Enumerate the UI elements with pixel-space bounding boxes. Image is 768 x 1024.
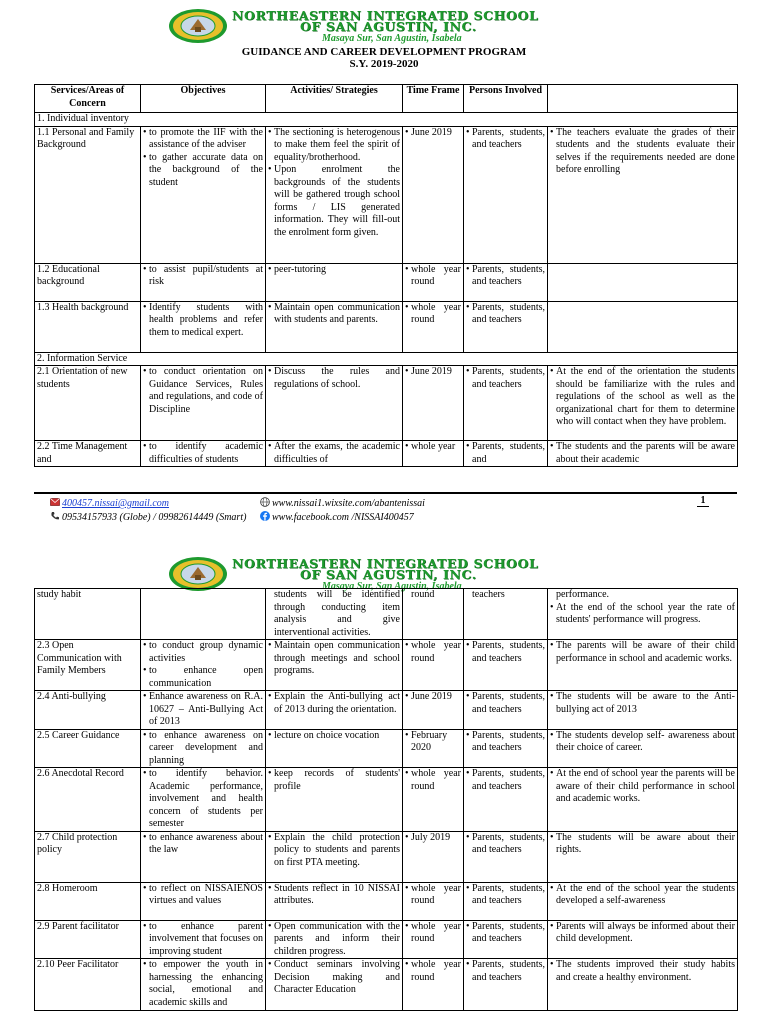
time-cell: • June 2019 (403, 366, 464, 441)
time-cell: • July 2019 (403, 831, 464, 882)
activities-cell: • Explain the Anti-bullying act of 2013 during the orientation. (266, 691, 403, 730)
outcome-cell: • At the end of school year the parents will be aware of their child performance in school and academic works. (548, 768, 738, 832)
table-row (35, 640, 738, 691)
objectives-cell: • to conduct orientation on Guidance Services, Rules and regulations, and code of Discipline (141, 366, 266, 441)
persons-text: Parents, students, and teachers (472, 768, 545, 792)
phone-icon (50, 511, 60, 521)
time-text: June 2019 (411, 366, 452, 377)
area-cell: 2.9 Parent facilitator (35, 920, 141, 959)
persons-text: Parents, students, and teachers (472, 882, 545, 906)
letterhead (0, 0, 768, 44)
time-cell: • whole year round (403, 920, 464, 959)
area-cell: 2.5 Career Guidance (35, 729, 141, 768)
persons-text: Parents, students, and teachers (472, 920, 545, 944)
activities-cell: • keep records of students' profile (266, 768, 403, 832)
outcome-cell: • The students will be aware to the Anti-bullying act of 2013 (548, 691, 738, 730)
table-row (35, 831, 738, 882)
objective-text: to enhance awareness about the law (149, 831, 263, 855)
outcome-text: At the end of school year the parents will be aware of their child performance in school and academic works. (556, 768, 735, 804)
outcome-text: Parents will always be informed about their child development. (556, 920, 735, 944)
objective-text: to empower the youth in harnessing the enhancing social, emotional and academic skills and (149, 959, 263, 1008)
persons-cell: • Parents, students, and teachers (464, 263, 548, 301)
objectives-cell: • to enhance parent involvement that focuses on improving student (141, 920, 266, 959)
header-objectives: Objectives (141, 85, 266, 113)
table-row (35, 301, 738, 352)
activity-text: Explain the child protection policy to students and parents on first PTA meeting. (274, 831, 400, 868)
time-cell: • whole year (403, 441, 464, 467)
footer-website[interactable] (260, 497, 425, 509)
objective-text: to conduct group dynamic activities (149, 640, 263, 664)
outcome-cell: • At the end of the school year the students developed a self-awareness (548, 882, 738, 920)
area-cell: 2.8 Homeroom (35, 882, 141, 920)
objectives-cell: • to conduct group dynamic activities • to enhance open communication (141, 640, 266, 691)
objectives-cell: • to empower the youth in harnessing the enhancing social, emotional and academic skills and (141, 959, 266, 1011)
outcome-cell: • The students and the parents will be aware about their academic (548, 441, 738, 467)
table-row (35, 768, 738, 832)
objective-text: to enhance awareness on career development and planning (149, 729, 263, 766)
area-cell: 2.7 Child protection policy (35, 831, 141, 882)
area-cell: 2.3 Open Communication with Family Members (35, 640, 141, 691)
persons-cell: • Parents, students, and teachers (464, 126, 548, 263)
time-cell (403, 589, 464, 640)
header-persons: Persons Involved (464, 85, 548, 113)
persons-cell: • Parents, students, and teachers (464, 920, 548, 959)
time-text: February 2020 (411, 729, 448, 753)
activities-cell: • The sectioning is heterogenous to make them feel the spirit of equality/brotherhood. • Upon enrolment the backgrounds of the students will be gathered trough school forms / LIS generated information. They will fill-out the enrolment form given. (266, 126, 403, 263)
persons-text: Parents, students, and teachers (472, 691, 545, 715)
table-row (35, 959, 738, 1011)
table-row (35, 441, 738, 467)
globe-icon (260, 497, 270, 507)
objective-text: to identify behavior. Academic performance, involvement and health concern of students per semester (149, 768, 263, 829)
activity-text: Upon enrolment the backgrounds of the students will be gathered trough school forms / LIS generated information. They will fill-out the enrolment form given. (274, 164, 400, 238)
school-seal-logo (168, 556, 228, 592)
persons-text: Parents, students, and teachers (472, 729, 545, 753)
objective-text: to enhance parent involvement that focuses on improving student (149, 920, 263, 957)
activities-cell: • Open communication with the parents and inform their children progress. (266, 920, 403, 959)
objective-text: Identify students with health problems and refer them to medical expert. (149, 301, 263, 338)
activities-cell: • Maintain open communication with students and parents. (266, 301, 403, 352)
objective-text: Enhance awareness on R.A. 10627 – Anti-Bullying Act of 2013 (149, 691, 263, 727)
activities-cell: • lecture on choice vocation (266, 729, 403, 768)
persons-cell: • Parents, students, and teachers (464, 366, 548, 441)
time-cell: • whole year round (403, 263, 464, 301)
header-time-frame: Time Frame (403, 85, 464, 113)
footer-email-text[interactable]: 400457.nissai@gmail.com (62, 498, 169, 509)
time-text: whole year (411, 441, 456, 452)
persons-cell: • Parents, students, and teachers (464, 691, 548, 730)
footer-phone-text: 09534157933 (Globe) / 09982614449 (Smart) (62, 512, 247, 523)
activities-cell: • After the exams, the academic difficulties of (266, 441, 403, 467)
letterhead (0, 548, 768, 592)
persons-text: Parents, students, and (472, 441, 545, 465)
objectives-cell (141, 589, 266, 640)
time-text: whole year round (411, 640, 461, 664)
school-address: Masaya Sur, San Agustin, Isabela (322, 33, 462, 44)
activity-text: Maintain open communication with students and parents. (274, 301, 400, 325)
header-activities: Activities/ Strategies (266, 85, 403, 113)
activity-text: students will be identified through conducting item analysis and give interventional activities. (274, 589, 400, 638)
objective-text: to reflect on NISSAIEÑOS virtues and values (149, 882, 263, 906)
activity-text: Open communication with the parents and inform their children progress. (274, 920, 400, 957)
outcome-cell (548, 263, 738, 301)
program-table-page2 (34, 588, 738, 1011)
activities-cell: • Explain the child protection policy to students and parents on first PTA meeting. (266, 831, 403, 882)
program-table-page1 (34, 84, 738, 467)
objective-text: to conduct orientation on Guidance Services, Rules and regulations, and code of Discipline (149, 366, 263, 415)
outcome-text: performance. (556, 589, 610, 600)
objective-text: to enhance open communication (149, 665, 263, 689)
header-outcome (548, 85, 738, 113)
school-address: Masaya Sur, San Agustin, Isabela (322, 581, 462, 592)
outcome-text: The students will be aware to the Anti-bullying act of 2013 (556, 691, 735, 715)
time-cell: • whole year round (403, 301, 464, 352)
activity-text: Discuss the rules and regulations of school. (274, 366, 400, 390)
activity-text: Conduct seminars involving Decision making and Character Education (274, 959, 400, 995)
time-cell: • whole year round (403, 640, 464, 691)
outcome-text: At the end of the school year the students developed a self-awareness (556, 882, 735, 906)
persons-cell: • Parents, students, and (464, 441, 548, 467)
activity-text: Maintain open communication through meetings and school programs. (274, 640, 400, 676)
activities-cell: • Discuss the rules and regulations of school. (266, 366, 403, 441)
activities-cell: • Conduct seminars involving Decision making and Character Education (266, 959, 403, 1011)
activity-text: lecture on choice vocation (274, 729, 380, 741)
area-cell: 2.10 Peer Facilitator (35, 959, 141, 1011)
persons-cell: • Parents, students, and teachers (464, 768, 548, 832)
school-name-line1: NORTHEASTERN INTEGRATED SCHOOL (232, 556, 539, 571)
table-row (35, 729, 738, 768)
document-page-2 (0, 548, 768, 1024)
school-year: S.Y. 2019-2020 (349, 58, 419, 70)
area-cell: 1.2 Educational background (35, 263, 141, 301)
footer-email[interactable] (50, 497, 169, 509)
persons-text: Parents, students, and teachers (472, 126, 545, 150)
activity-text: peer-tutoring (274, 263, 327, 275)
outcome-text: The students improved their study habits and create a healthy environment. (556, 959, 735, 983)
time-cell: • February 2020 (403, 729, 464, 768)
time-cell: • June 2019 (403, 691, 464, 730)
objectives-cell: • to promote the IIF with the assistance of the adviser • to gather accurate data on the background of the student (141, 126, 266, 263)
table-row (35, 882, 738, 920)
time-cell: • whole year round (403, 959, 464, 1011)
area-cell: 1.1 Personal and Family Background (35, 126, 141, 263)
objective-text: to assist pupil/students at risk (149, 263, 263, 287)
section-row (35, 352, 738, 366)
persons-cell: • Parents, students, and teachers (464, 301, 548, 352)
outcome-text: The parents will be aware of their child performance in school and academic works. (556, 640, 735, 664)
outcome-text: At the end of the orientation the students should be familiarize with the rules and regulations of the school as well as the organizational chart for them to determine who will contact when they have problem. (556, 366, 735, 427)
header-services: Services/Areas of Concern (35, 85, 141, 113)
persons-cell: • Parents, students, and teachers (464, 959, 548, 1011)
time-text: July 2019 (411, 831, 451, 843)
page-footer (34, 492, 737, 528)
persons-cell: • Parents, students, and teachers (464, 729, 548, 768)
outcome-cell: • The teachers evaluate the grades of their students and the students evaluate their selves if the requirements needed are done before enrolling (548, 126, 738, 263)
activities-cell (266, 589, 403, 640)
time-text: whole year round (411, 959, 461, 983)
time-cell: • whole year round (403, 768, 464, 832)
outcome-cell: • The students improved their study habits and create a healthy environment. (548, 959, 738, 1011)
persons-text: Parents, students, and teachers (472, 301, 545, 325)
table-row (35, 691, 738, 730)
objectives-cell: • to enhance awareness about the law (141, 831, 266, 882)
activities-cell: • Maintain open communication through meetings and school programs. (266, 640, 403, 691)
activities-cell: • peer-tutoring (266, 263, 403, 301)
outcome-text: The students and the parents will be aware about their academic (556, 441, 735, 465)
footer-phone (50, 511, 246, 523)
footer-website-text[interactable]: www.nissai1.wixsite.com/abantenissai (272, 498, 425, 509)
activity-text: keep records of students' profile (274, 768, 400, 792)
persons-cell: • Parents, students, and teachers (464, 882, 548, 920)
objectives-cell: • to identify behavior. Academic performance, involvement and health concern of students per semester (141, 768, 266, 832)
table-header-row (35, 85, 738, 113)
persons-text: teachers (472, 589, 505, 600)
objective-text: to identify academic difficulties of students (149, 441, 263, 465)
school-name-line2: OF SAN AGUSTIN, INC. (300, 19, 477, 34)
outcome-text: The students develop self- awareness about their choice of career. (556, 729, 735, 753)
persons-text: Parents, students, and teachers (472, 831, 545, 855)
page-number: 1 (697, 495, 709, 507)
persons-cell: • Parents, students, and teachers (464, 640, 548, 691)
school-name-line1: NORTHEASTERN INTEGRATED SCHOOL (232, 8, 539, 23)
time-text: whole year round (411, 768, 461, 792)
time-text: whole year round (411, 882, 461, 906)
activity-text: Students reflect in 10 NISSAI attributes. (274, 882, 400, 906)
area-cell: 2.6 Anecdotal Record (35, 768, 141, 832)
table-row (35, 920, 738, 959)
area-cell: 2.4 Anti-bullying (35, 691, 141, 730)
table-row (35, 263, 738, 301)
activities-cell: • Students reflect in 10 NISSAI attributes. (266, 882, 403, 920)
section-title: 2. Information Service (35, 352, 738, 366)
time-text: whole year round (411, 263, 461, 287)
time-text: whole year round (411, 301, 461, 325)
outcome-text: The teachers evaluate the grades of their students and the students evaluate their selves if the requirements needed are done before enrolling (556, 126, 735, 175)
outcome-cell: performance. • At the end of the school year the rate of students' performance will progress. (548, 589, 738, 640)
table-row (35, 126, 738, 263)
outcome-cell: • The parents will be aware of their child performance in school and academic works. (548, 640, 738, 691)
table-row (35, 589, 738, 640)
objectives-cell: • to enhance awareness on career development and planning (141, 729, 266, 768)
time-text: whole year round (411, 920, 461, 944)
footer-facebook-text[interactable]: www.facebook.com /NISSAI400457 (272, 512, 414, 523)
area-cell: 2.1 Orientation of new students (35, 366, 141, 441)
section-row (35, 113, 738, 127)
activity-text: After the exams, the academic difficulties of (274, 441, 400, 465)
objectives-cell: • to reflect on NISSAIEÑOS virtues and values (141, 882, 266, 920)
time-cell: • whole year round (403, 882, 464, 920)
activity-text: The sectioning is heterogenous to make them feel the spirit of equality/brotherhood. (274, 126, 400, 163)
activity-text: Explain the Anti-bullying act of 2013 during the orientation. (274, 691, 400, 715)
table-row (35, 366, 738, 441)
objectives-cell: • Enhance awareness on R.A. 10627 – Anti-Bullying Act of 2013 (141, 691, 266, 730)
persons-text: Parents, students, and teachers (472, 263, 545, 287)
persons-text: Parents, students, and teachers (472, 640, 545, 664)
area-cell: 2.2 Time Management and (35, 441, 141, 467)
persons-text: Parents, students, and teachers (472, 959, 545, 983)
time-text: June 2019 (411, 126, 452, 138)
outcome-cell (548, 301, 738, 352)
facebook-icon (260, 511, 270, 521)
outcome-cell: • At the end of the orientation the students should be familiarize with the rules and regulations of the school as well as the organizational chart for them to determine who will contact when they have problem. (548, 366, 738, 441)
area-cell: 1.3 Health background (35, 301, 141, 352)
outcome-text: The students will be aware about their rights. (556, 831, 735, 855)
school-seal-logo (168, 8, 228, 44)
outcome-cell: • The students develop self- awareness about their choice of career. (548, 729, 738, 768)
persons-cell (464, 589, 548, 640)
objectives-cell: • Identify students with health problems and refer them to medical expert. (141, 301, 266, 352)
outcome-text: At the end of the school year the rate of students' performance will progress. (556, 601, 735, 625)
outcome-cell: • The students will be aware about their rights. (548, 831, 738, 882)
persons-text: Parents, students, and teachers (472, 366, 545, 390)
section-title: 1. Individual inventory (35, 113, 738, 127)
footer-facebook[interactable] (260, 511, 414, 523)
outcome-cell: • Parents will always be informed about their child development. (548, 920, 738, 959)
program-title: GUIDANCE AND CAREER DEVELOPMENT PROGRAM (241, 46, 527, 58)
school-name-line2: OF SAN AGUSTIN, INC. (300, 567, 477, 582)
time-cell: • June 2019 (403, 126, 464, 263)
time-text: June 2019 (411, 691, 452, 702)
objective-text: to gather accurate data on the background of the student (149, 151, 263, 188)
objective-text: to promote the IIF with the assistance of the adviser (149, 126, 263, 150)
time-text: round (411, 589, 435, 600)
objectives-cell: • to identify academic difficulties of students (141, 441, 266, 467)
email-icon (50, 497, 60, 507)
area-cell: study habit (35, 589, 141, 640)
persons-cell: • Parents, students, and teachers (464, 831, 548, 882)
objectives-cell: • to assist pupil/students at risk (141, 263, 266, 301)
